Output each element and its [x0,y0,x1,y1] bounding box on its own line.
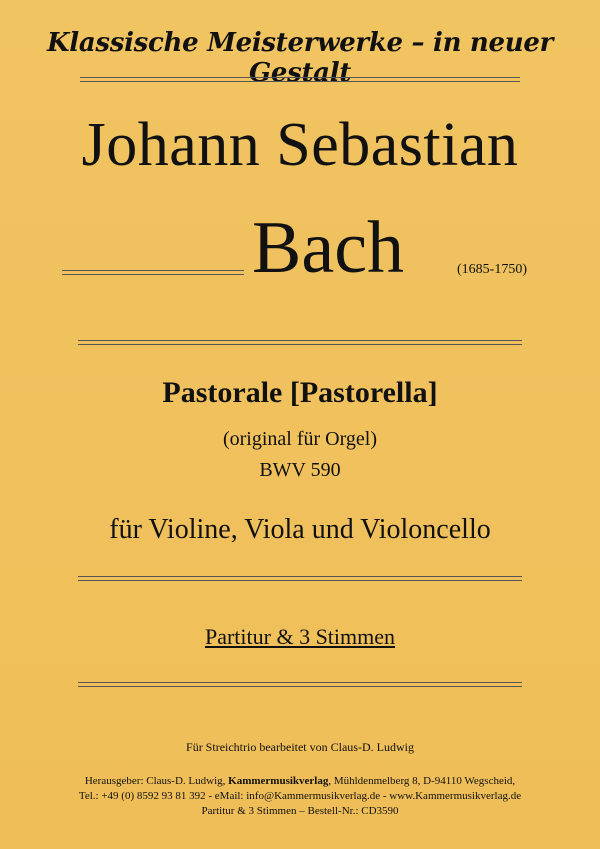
series-title: Klassische Meisterwerke – in neuer Gestalt [46,28,554,88]
publisher-contact: Tel.: +49 (0) 8592 93 81 392 - eMail: info@Kammermusikverlag.de - www.Kammermusikverlag.de [78,790,522,802]
divider-lower [78,682,522,687]
divider-top [80,77,520,82]
arranger-credit: Für Streichtrio bearbeitet von Claus-D. Ludwig [186,740,414,754]
publisher-name: Kammermusikverlag [228,775,329,787]
edition-label: Partitur & 3 Stimmen [204,624,396,649]
order-number: Partitur & 3 Stimmen – Bestell-Nr.: CD3590 [201,805,399,817]
work-title: Pastorale [Pastorella] [162,376,438,409]
composer-first-names: Johann Sebastian [81,111,519,179]
divider-middle [78,576,522,581]
divider-upper [78,340,522,345]
publisher-prefix: Herausgeber: Claus-D. Ludwig, [84,775,229,787]
composer-dates: (1685-1750) [457,262,527,277]
composer-rule [62,270,244,275]
work-catalog-number: BWV 590 [259,459,341,481]
composer-last-name: Bach [252,207,405,289]
publisher-address: , Mühldenmelberg 8, D-94110 Wegscheid, [328,775,516,787]
work-scoring: für Violine, Viola und Violoncello [109,514,491,545]
publisher-line [0,774,600,788]
work-original-note: (original für Orgel) [222,428,378,450]
